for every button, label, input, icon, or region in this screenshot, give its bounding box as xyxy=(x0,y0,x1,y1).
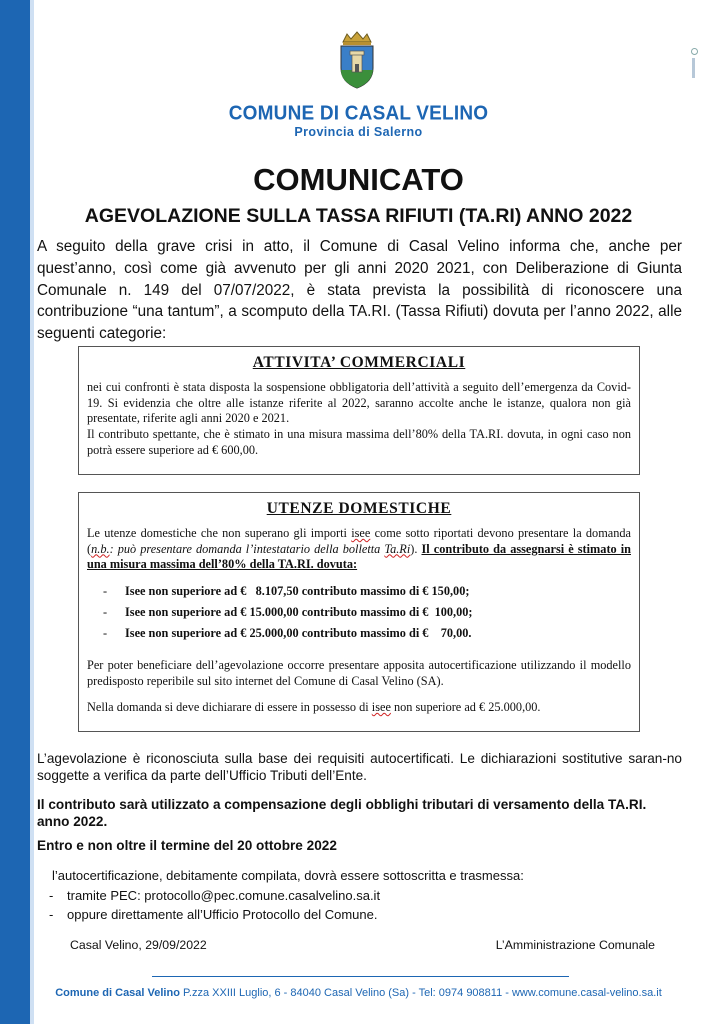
autocertificazione-paragraph: l’autocertificazione, debitamente compilata, dovrà essere sottoscritta e trasmessa: xyxy=(52,868,524,883)
stripe-edge xyxy=(30,0,34,1024)
coat-of-arms-icon xyxy=(337,30,377,92)
intro-paragraph: A seguito della grave crisi in atto, il Comune di Casal Velino informa che, anche per quest’anno, così come già avvenuto per gli anni 2020 2021, con Deliberazione di Giunta Comunale n. 149 del 07/07/2022, è stata prevista la possibilità di riconoscere una contribuzione “una tantum”, a scomputo della TA.RI. (Tassa Rifiuti) dovuta per l’anno 2022, alle seguenti categorie: xyxy=(37,238,682,343)
list-item: - Isee non superiore ad € 25.000,00 contributo massimo di € 70,00. xyxy=(103,626,472,641)
box-paragraph: Il contributo spettante, che è stimato in una misura massima dell’80% della TA.RI. dovuta, in ogni caso non potrà essere superiore ad € 600,00. xyxy=(87,427,631,457)
box-paragraph: Le utenze domestiche che non superano gli importi isee come sotto riportati devono presentare la domanda (n.b.: può presentare domanda l’intestatario della bolletta Ta.Ri). Il contributo da assegnarsi è stimato in una misura massima dell’80% della TA.RI. dovuta: xyxy=(87,525,631,572)
page-subtitle: AGEVOLAZIONE SULLA TASSA RIFIUTI (TA.RI) ANNO 2022 xyxy=(84,205,633,227)
footer xyxy=(0,987,717,999)
province-name: Provincia di Salerno xyxy=(294,125,423,139)
place-date: Casal Velino, 29/09/2022 xyxy=(70,938,207,952)
agevolazione-paragraph: L’agevolazione è riconosciuta sulla base dei requisiti autocertificati. Le dichiarazioni sostitutive saran-no soggette a verifica da parte dell’Ufficio Tributi dell’Ente. xyxy=(37,751,682,783)
list-item: - tramite PEC: protocollo@pec.comune.casalvelino.sa.it xyxy=(49,888,381,903)
municipality-name: COMUNE DI CASAL VELINO xyxy=(228,102,489,125)
side-mark xyxy=(688,48,698,80)
list-item: - Isee non superiore ad € 15.000,00 contributo massimo di € 100,00; xyxy=(103,605,473,620)
box-paragraph: nei cui confronti è stata disposta la sospensione obbligatoria dell’attività a seguito dell’emergenza da Covid-19. Si evidenzia che oltre alle istanze riferite al 2022, saranno accolte anche le istanze, qualora non già presentate, riferite agli anni 2020 e 2021. xyxy=(87,379,631,426)
box-paragraph: Per poter beneficiare dell’agevolazione occorre presentare apposita autocertificazione utilizzando il modello predisposto reperibile sul sito internet del Comune di Casal Velino (SA). xyxy=(87,658,631,688)
footer-divider xyxy=(152,976,569,977)
box-attivita-commerciali xyxy=(78,346,640,475)
footer-name: Comune di Casal Velino xyxy=(55,987,180,999)
submission-methods-list xyxy=(37,886,657,924)
box-title: UTENZE DOMESTICHE xyxy=(266,500,452,517)
left-blue-stripe xyxy=(0,0,30,1024)
contributo-paragraph: Il contributo sarà utilizzato a compensazione degli obblighi tributari di versamento della TA.RI. anno 2022. xyxy=(37,797,647,829)
signature: L’Amministrazione Comunale xyxy=(495,938,655,952)
page-title: COMUNICATO xyxy=(253,162,464,197)
deadline-paragraph: Entro e non oltre il termine del 20 ottobre 2022 xyxy=(37,838,337,853)
isee-thresholds-list xyxy=(87,581,631,644)
box-utenze-domestiche xyxy=(78,492,640,732)
footer-address: P.zza XXIII Luglio, 6 - 84040 Casal Velino (Sa) - Tel: 0974 908811 - www.comune.casal-velino.sa.it xyxy=(179,987,662,999)
list-item: - oppure direttamente all’Ufficio Protocollo del Comune. xyxy=(49,907,378,922)
list-item: - Isee non superiore ad € 8.107,50 contributo massimo di € 150,00; xyxy=(103,584,470,599)
box-title: ATTIVITA’ COMMERCIALI xyxy=(252,354,466,371)
box-paragraph: Nella domanda si deve dichiarare di essere in possesso di isee non superiore ad € 25.000,00. xyxy=(87,699,541,714)
